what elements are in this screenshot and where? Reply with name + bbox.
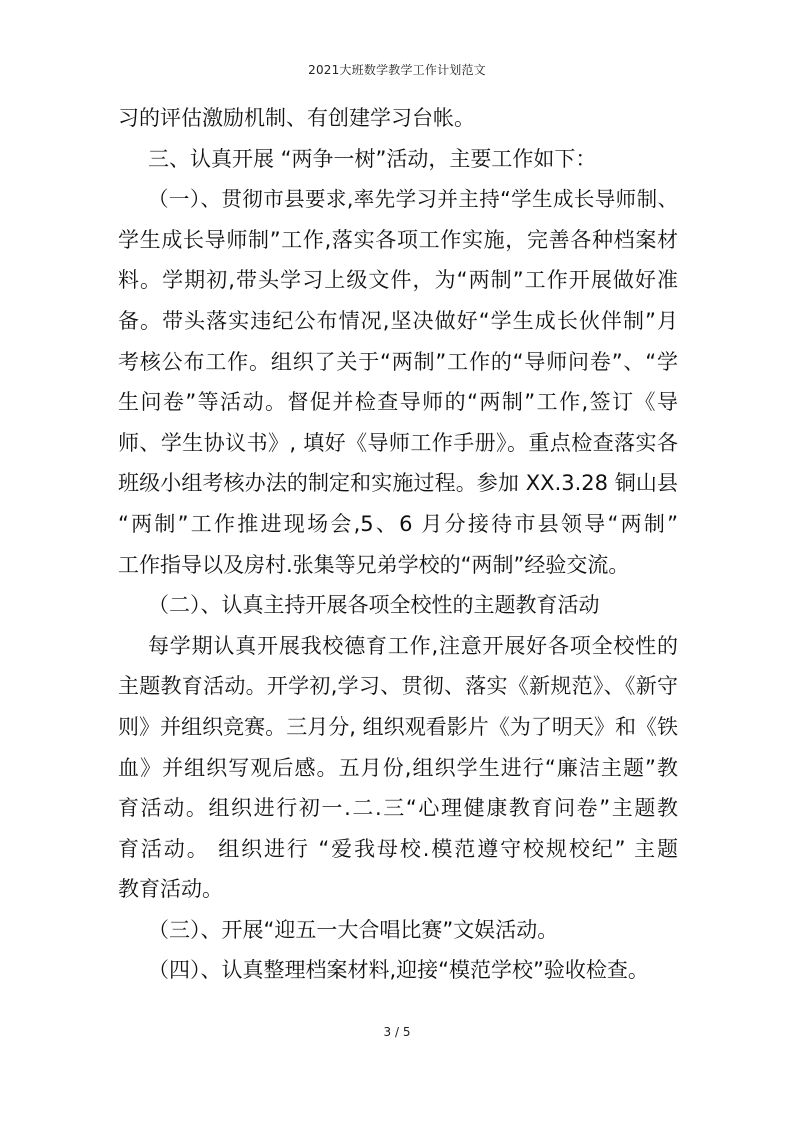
paragraph-line: 习的评估激励机制、有创建学习台帐。 [118, 106, 475, 130]
paragraph-line: 教育活动。 [118, 877, 223, 902]
paragraph-line: 师、学生协议书》, 填好《导师工作手册》。重点检查落实各 [118, 430, 678, 455]
paragraph-line: 学生成长导师制”工作,落实各项工作实施，完善各种档案材 [118, 227, 678, 252]
paragraph-line: 每学期认真开展我校德育工作,注意开展好各项全校性的 [148, 633, 678, 658]
section-heading: （二）、认真主持开展各项全校性的主题教育活动 [148, 593, 600, 618]
section-heading: 三、认真开展 “两争一树”活动，主要工作如下： [148, 146, 597, 171]
page-header-title: 2021大班数学教学工作计划范文 [308, 63, 486, 77]
paragraph-line: 生问卷”等活动。督促并检查导师的“两制”工作,签订《导 [118, 390, 678, 415]
paragraph-line: 料。学期初,带头学习上级文件，为“两制”工作开展做好准 [118, 268, 678, 293]
paragraph-line: （一）、贯彻市县要求,率先学习并主持“学生成长导师制、 [148, 187, 678, 212]
paragraph-line: 育活动。组织进行初一.二.三“心理健康教育问卷”主题教 [118, 796, 678, 821]
document-body [118, 98, 678, 991]
section-heading: （四）、认真整理档案材料,迎接“模范学校”验收检查。 [148, 958, 649, 983]
section-heading: （三）、开展“迎五一大合唱比赛”文娱活动。 [148, 917, 559, 942]
paragraph-line: 备。带头落实违纪公布情况,坚决做好“学生成长伙伴制”月 [118, 308, 678, 333]
paragraph-line: 考核公布工作。组织了关于“两制”工作的“导师问卷”、“学 [118, 349, 678, 374]
paragraph-line: 育活动。 组织进行 “爱我母校.模范遵守校规校纪” 主题 [118, 836, 678, 861]
paragraph-line: 主题教育活动。开学初,学习、贯彻、落实《新规范》、《新守 [118, 674, 678, 699]
paragraph-line: “两制”工作推进现场会,5、6 月分接待市县领导“两制” [118, 511, 678, 536]
paragraph-line: 班级小组考核办法的制定和实施过程。参加 XX.3.28 铜山县 [118, 471, 678, 496]
page-number: 3 / 5 [383, 1025, 411, 1039]
paragraph-line: 血》并组织写观后感。五月份,组织学生进行“廉洁主题”教 [118, 755, 678, 780]
paragraph-line: 工作指导以及房村.张集等兄弟学校的“两制”经验交流。 [118, 552, 630, 577]
paragraph-line: 则》并组织竞赛。三月分, 组织观看影片《为了明天》和《铁 [118, 714, 678, 739]
